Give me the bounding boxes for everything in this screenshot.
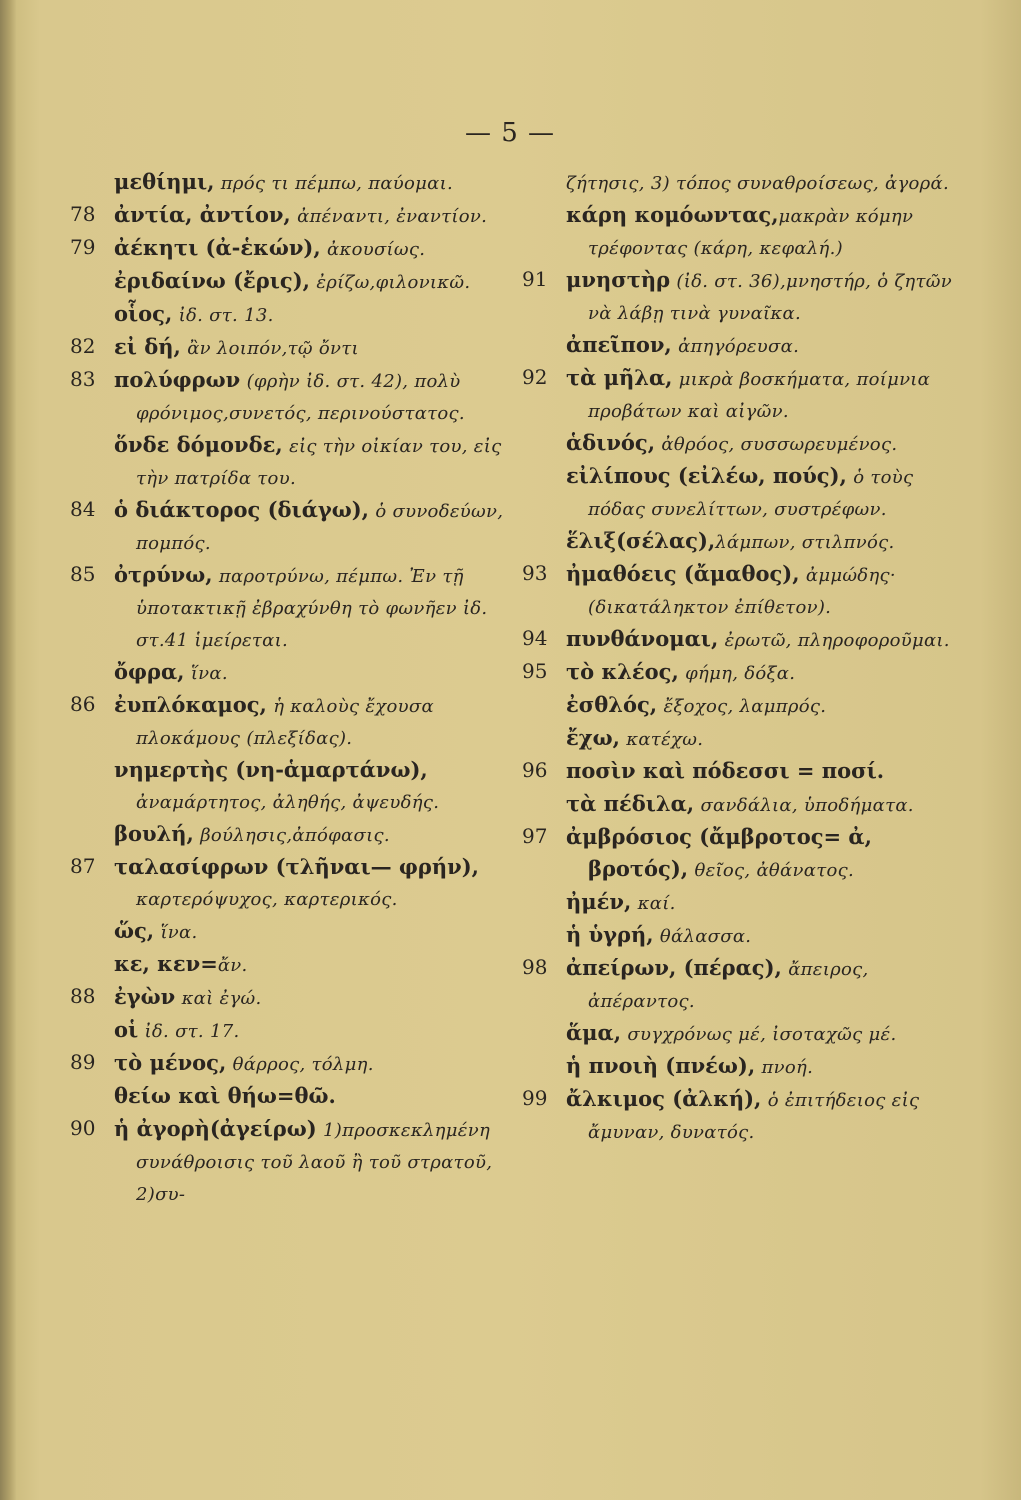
gloss: ἀμμώδης· (δικατάληκτον ἐπίθετον). bbox=[588, 565, 896, 618]
gloss: βούλησις,ἀπόφασις. bbox=[200, 825, 390, 846]
gloss: θάρρος, τόλμη. bbox=[232, 1054, 374, 1075]
verse-number: 92 bbox=[522, 365, 548, 389]
headword: ἅμα, bbox=[566, 1020, 622, 1045]
glossary-entry bbox=[70, 656, 510, 689]
gloss: ἄπειρος, ἀπέραντος. bbox=[588, 959, 869, 1012]
verse-number: 83 bbox=[70, 367, 96, 391]
headword: τὸ μένος, bbox=[114, 1050, 227, 1075]
glossary-entry bbox=[70, 981, 510, 1014]
verse-number: 84 bbox=[70, 497, 96, 521]
glossary-entry bbox=[70, 1014, 510, 1047]
headword: ὄφρα, bbox=[114, 659, 185, 684]
glossary-entry bbox=[70, 1113, 510, 1210]
gloss: ἡ καλοὺς ἔχουσα πλοκάμους (πλεξίδας). bbox=[136, 696, 434, 749]
verse-number: 94 bbox=[522, 626, 548, 650]
glossary-entry bbox=[70, 429, 510, 494]
headword: ἀμβρόσιος (ἄμβροτος= ἀ, βροτός), bbox=[566, 824, 872, 881]
verse-number: 79 bbox=[70, 235, 96, 259]
gloss: ἰδ. στ. 17. bbox=[144, 1021, 240, 1042]
gloss: (ἰδ. στ. 36),μνηστήρ, ὁ ζητῶν νὰ λάβῃ τινὰ γυναῖκα. bbox=[588, 271, 952, 324]
gloss: ἂν λοιπόν,τῷ ὄντι bbox=[187, 338, 359, 359]
headword: ποσὶν καὶ πόδεσσι = ποσί. bbox=[566, 758, 885, 783]
headword: εἰλίπους (εἰλέω, πούς), bbox=[566, 463, 847, 488]
verse-number: 96 bbox=[522, 758, 548, 782]
headword: ἐσθλός, bbox=[566, 692, 658, 717]
headword: ἐυπλόκαμος, bbox=[114, 692, 267, 717]
headword: ἀπείρων, (πέρας), bbox=[566, 955, 782, 980]
glossary-entry bbox=[522, 1017, 962, 1050]
glossary-entry bbox=[70, 915, 510, 948]
glossary-entry bbox=[70, 559, 510, 656]
headword: ἐριδαίνω (ἔρις), bbox=[114, 268, 310, 293]
headword: ἀπεῖπον, bbox=[566, 332, 672, 357]
glossary-entry bbox=[522, 166, 962, 199]
glossary-entry bbox=[522, 362, 962, 427]
page-number: — 5 — bbox=[464, 118, 556, 148]
verse-number: 85 bbox=[70, 562, 96, 586]
gloss: ἐρωτῶ, πληροφοροῦμαι. bbox=[724, 630, 950, 651]
verse-number: 99 bbox=[522, 1086, 548, 1110]
gloss: θάλασσα. bbox=[659, 926, 752, 947]
gloss: (φρὴν ἰδ. στ. 42), πολὺ φρόνιμος,συνετός, περινούστατος. bbox=[136, 371, 465, 424]
glossary-entry bbox=[70, 754, 510, 818]
verse-number: 98 bbox=[522, 955, 548, 979]
gloss: ὁ ἐπιτήδειος εἰς ἄμυναν, δυνατός. bbox=[588, 1090, 920, 1143]
headword: εἰ δή, bbox=[114, 334, 181, 359]
gloss: συγχρόνως μέ, ἰσοταχῶς μέ. bbox=[627, 1024, 897, 1045]
glossary-entry bbox=[70, 166, 510, 199]
gloss: ἀθρόος, συσσωρευμένος. bbox=[661, 434, 898, 455]
gloss: πνοή. bbox=[761, 1057, 814, 1078]
page-spine-edge bbox=[0, 0, 16, 1500]
verse-number: 86 bbox=[70, 692, 96, 716]
gloss: καί. bbox=[637, 893, 676, 914]
glossary-entry bbox=[522, 722, 962, 755]
headword: ἡ ἀγορὴ(ἀγείρω) bbox=[114, 1116, 317, 1141]
verse-number: 97 bbox=[522, 824, 548, 848]
left-column bbox=[70, 166, 510, 1210]
gloss: λάμπων, στιλπνός. bbox=[715, 532, 895, 553]
glossary-entry bbox=[522, 460, 962, 525]
headword: κε, κεν= bbox=[114, 951, 218, 976]
glossary-entry bbox=[70, 818, 510, 851]
glossary-entry bbox=[522, 952, 962, 1017]
glossary-entry bbox=[70, 331, 510, 364]
headword: μνηστὴρ bbox=[566, 267, 671, 292]
verse-number: 93 bbox=[522, 561, 548, 585]
gloss: εἰς τὴν οἰκίαν του, εἰς τὴν πατρίδα του. bbox=[136, 436, 502, 489]
glossary-entry bbox=[522, 821, 962, 886]
glossary-entry bbox=[522, 525, 962, 558]
gloss: ἐρίζω,φιλονικῶ. bbox=[316, 272, 471, 293]
headword: ταλασίφρων (τλῆναι— φρήν), bbox=[114, 854, 479, 879]
glossary-entry bbox=[522, 623, 962, 656]
gloss: κατέχω. bbox=[626, 729, 704, 750]
headword: ἔχω, bbox=[566, 725, 620, 750]
headword: ἠμαθόεις (ἄμαθος), bbox=[566, 561, 800, 586]
gloss: καὶ ἐγώ. bbox=[181, 988, 262, 1009]
headword: τὸ κλέος, bbox=[566, 659, 679, 684]
headword: ἐγὼν bbox=[114, 984, 176, 1009]
glossary-entry bbox=[70, 494, 510, 559]
glossary-entry bbox=[70, 851, 510, 915]
verse-number: 78 bbox=[70, 202, 96, 226]
glossary-entry bbox=[522, 886, 962, 919]
glossary-entry bbox=[522, 689, 962, 722]
verse-number: 89 bbox=[70, 1050, 96, 1074]
gloss: θεῖος, ἀθάνατος. bbox=[694, 860, 855, 881]
headword: ἄλκιμος (ἀλκή), bbox=[566, 1086, 762, 1111]
verse-number: 88 bbox=[70, 984, 96, 1008]
gloss: ἀκουσίως. bbox=[327, 239, 426, 260]
headword: οἱ bbox=[114, 1017, 139, 1042]
glossary-entry bbox=[522, 755, 962, 788]
glossary-entry bbox=[522, 1083, 962, 1148]
gloss: ἄν. bbox=[217, 955, 248, 976]
gloss: καρτερόψυχος, καρτερικός. bbox=[136, 889, 398, 910]
gloss: ἔξοχος, λαμπρός. bbox=[663, 696, 827, 717]
glossary-entry bbox=[522, 656, 962, 689]
gloss: σανδάλια, ὑποδήματα. bbox=[700, 795, 914, 816]
gloss: ἵνα. bbox=[160, 922, 198, 943]
glossary-entry bbox=[70, 364, 510, 429]
glossary-entry bbox=[70, 1047, 510, 1080]
glossary-entry bbox=[70, 265, 510, 298]
headword: οἷος, bbox=[114, 301, 173, 326]
right-column bbox=[522, 166, 962, 1148]
glossary-entry bbox=[70, 1080, 510, 1113]
gloss: ὁ τοὺς πόδας συνελίττων, συστρέφων. bbox=[588, 467, 914, 520]
glossary-entry bbox=[522, 427, 962, 460]
gloss: 1)προσκεκλημένη συνάθροισις τοῦ λαοῦ ἢ τοῦ στρατοῦ, 2)συ- bbox=[136, 1120, 493, 1205]
headword: μεθίημι, bbox=[114, 169, 215, 194]
glossary-entry bbox=[522, 788, 962, 821]
gloss: φήμη, δόξα. bbox=[685, 663, 796, 684]
verse-number: 90 bbox=[70, 1116, 96, 1140]
verse-number: 95 bbox=[522, 659, 548, 683]
headword: ὥς, bbox=[114, 918, 155, 943]
gloss: ἰδ. στ. 13. bbox=[178, 305, 274, 326]
gloss: μικρὰ βοσκήματα, ποίμνια προβάτων καὶ αἰγῶν. bbox=[588, 369, 931, 422]
headword: ἕλιξ(σέλας), bbox=[566, 528, 716, 553]
headword: νημερτὴς (νη-ἁμαρτάνω), bbox=[114, 757, 428, 782]
headword: ἀέκητι (ἀ-ἑκών), bbox=[114, 235, 321, 260]
headword: ἁδινός, bbox=[566, 430, 656, 455]
gloss: ἵνα. bbox=[190, 663, 228, 684]
gloss: ζήτησις, 3) τόπος συναθροίσεως, ἀγορά. bbox=[566, 173, 950, 194]
headword: ἠμέν, bbox=[566, 889, 632, 914]
glossary-entry bbox=[70, 199, 510, 232]
gloss: πρός τι πέμπω, παύομαι. bbox=[220, 173, 454, 194]
gloss: μακρὰν κόμην τρέφοντας (κάρη, κεφαλή.) bbox=[588, 206, 914, 259]
verse-number: 91 bbox=[522, 267, 548, 291]
headword: ἡ ὑγρή, bbox=[566, 922, 654, 947]
glossary-entry bbox=[70, 689, 510, 754]
headword: βουλή, bbox=[114, 821, 194, 846]
gloss: ἀπηγόρευσα. bbox=[678, 336, 800, 357]
headword: ὁ διάκτορος (διάγω), bbox=[114, 497, 369, 522]
glossary-entry bbox=[522, 264, 962, 329]
headword: ἡ πνοιὴ (πνέω), bbox=[566, 1053, 756, 1078]
verse-number: 87 bbox=[70, 854, 96, 878]
glossary-entry bbox=[522, 919, 962, 952]
headword: τὰ μῆλα, bbox=[566, 365, 673, 390]
glossary-entry bbox=[70, 948, 510, 981]
gloss: ἀναμάρτητος, ἀληθής, ἀψευδής. bbox=[136, 792, 440, 813]
headword: τὰ πέδιλα, bbox=[566, 791, 695, 816]
glossary-entry bbox=[522, 199, 962, 264]
headword: ὅνδε δόμονδε, bbox=[114, 432, 283, 457]
glossary-entry bbox=[70, 298, 510, 331]
glossary-entry bbox=[522, 558, 962, 623]
gloss: ὁ συνοδεύων, πομπός. bbox=[136, 501, 504, 554]
headword: ὀτρύνω, bbox=[114, 562, 213, 587]
verse-number: 82 bbox=[70, 334, 96, 358]
glossary-entry bbox=[522, 1050, 962, 1083]
headword: θείω καὶ θήω=θῶ. bbox=[114, 1083, 336, 1108]
headword: πολύφρων bbox=[114, 367, 241, 392]
headword: πυνθάνομαι, bbox=[566, 626, 719, 651]
gloss: ἀπέναντι, ἐναντίον. bbox=[297, 206, 488, 227]
gloss: παροτρύνω, πέμπω. Ἐν τῇ ὑποτακτικῇ ἐβραχύνθη τὸ φωνῆεν ἰδ. στ.41 ἱμείρεται. bbox=[136, 566, 488, 651]
headword: ἀντία, ἀντίον, bbox=[114, 202, 291, 227]
glossary-entry bbox=[522, 329, 962, 362]
headword: κάρη κομόωντας, bbox=[566, 202, 779, 227]
glossary-entry bbox=[70, 232, 510, 265]
